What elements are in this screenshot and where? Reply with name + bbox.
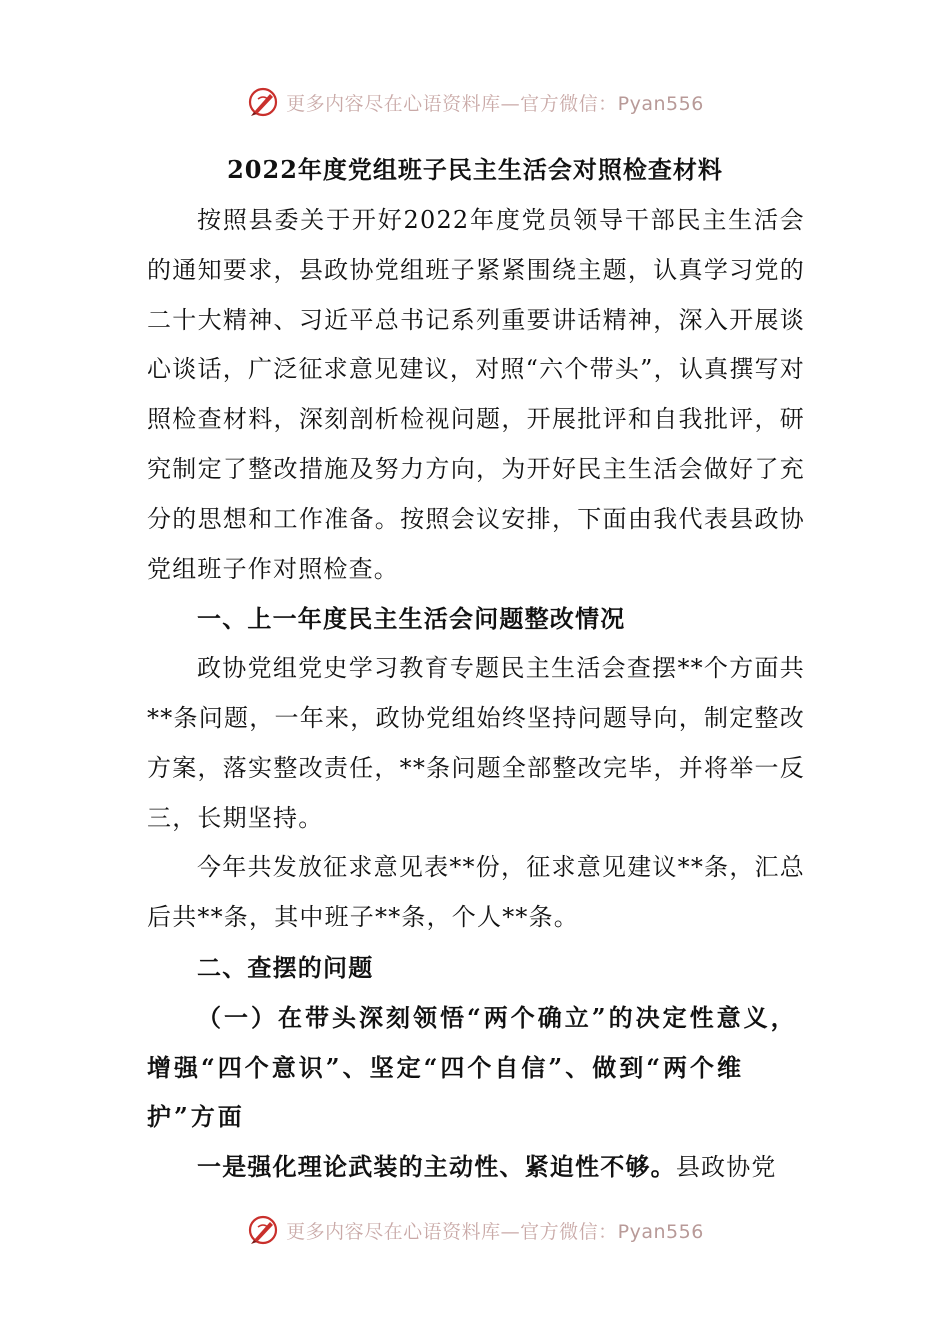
point-paragraph-1 [147,1142,805,1193]
section1-paragraph-1: 政协党组党史学习教育专题民主生活会查摆**个方面共**条问题，一年来，政协党组始终坚持问题导向，制定整改方案，落实整改责任，**条问题全部整改完毕，并将举一反三，长期坚持。 [147,654,805,832]
subsection-heading-1: （一）在带头深刻领悟“两个确立”的决定性意义，增强“四个意识”、坚定“四个自信”、做到“两个维护”方面 [147,1002,798,1132]
document-body [147,196,805,1193]
watermark-text: 更多内容尽在心语资料库—官方微信：Pyan556 [286,92,704,115]
watermark-header [0,82,950,122]
point-body: 县政协党 [675,1153,777,1182]
section-heading-1: 一、上一年度民主生活会问题整改情况 [197,604,626,634]
document-title: 2022年度党组班子民主生活会对照检查材料 [227,155,723,184]
point-lead: 一是强化理论武装的主动性、紧迫性不够。 [197,1152,676,1182]
watermark-footer [0,1210,950,1250]
section-heading-2: 二、查摆的问题 [197,952,374,982]
intro-paragraph: 按照县委关于开好2022年度党员领导干部民主生活会的通知要求，县政协党组班子紧紧围绕主题，认真学习党的二十大精神、习近平总书记系列重要讲话精神，深入开展谈心谈话，广泛征求意见建议，对照“六个带头”，认真撰写对照检查材料，深刻剖析检视问题，开展批评和自我批评，研究制定了整改措施及努力方向，为开好民主生活会做好了充分的思想和工作准备。按照会议安排，下面由我代表县政协党组班子作对照检查。 [147,206,805,583]
pen-logo-icon [246,1213,280,1247]
section1-paragraph-2: 今年共发放征求意见表**份，征求意见建议**条，汇总后共**条，其中班子**条，个人**条。 [147,853,805,932]
watermark-text: 更多内容尽在心语资料库—官方微信：Pyan556 [286,1220,704,1243]
pen-logo-icon [246,85,280,119]
